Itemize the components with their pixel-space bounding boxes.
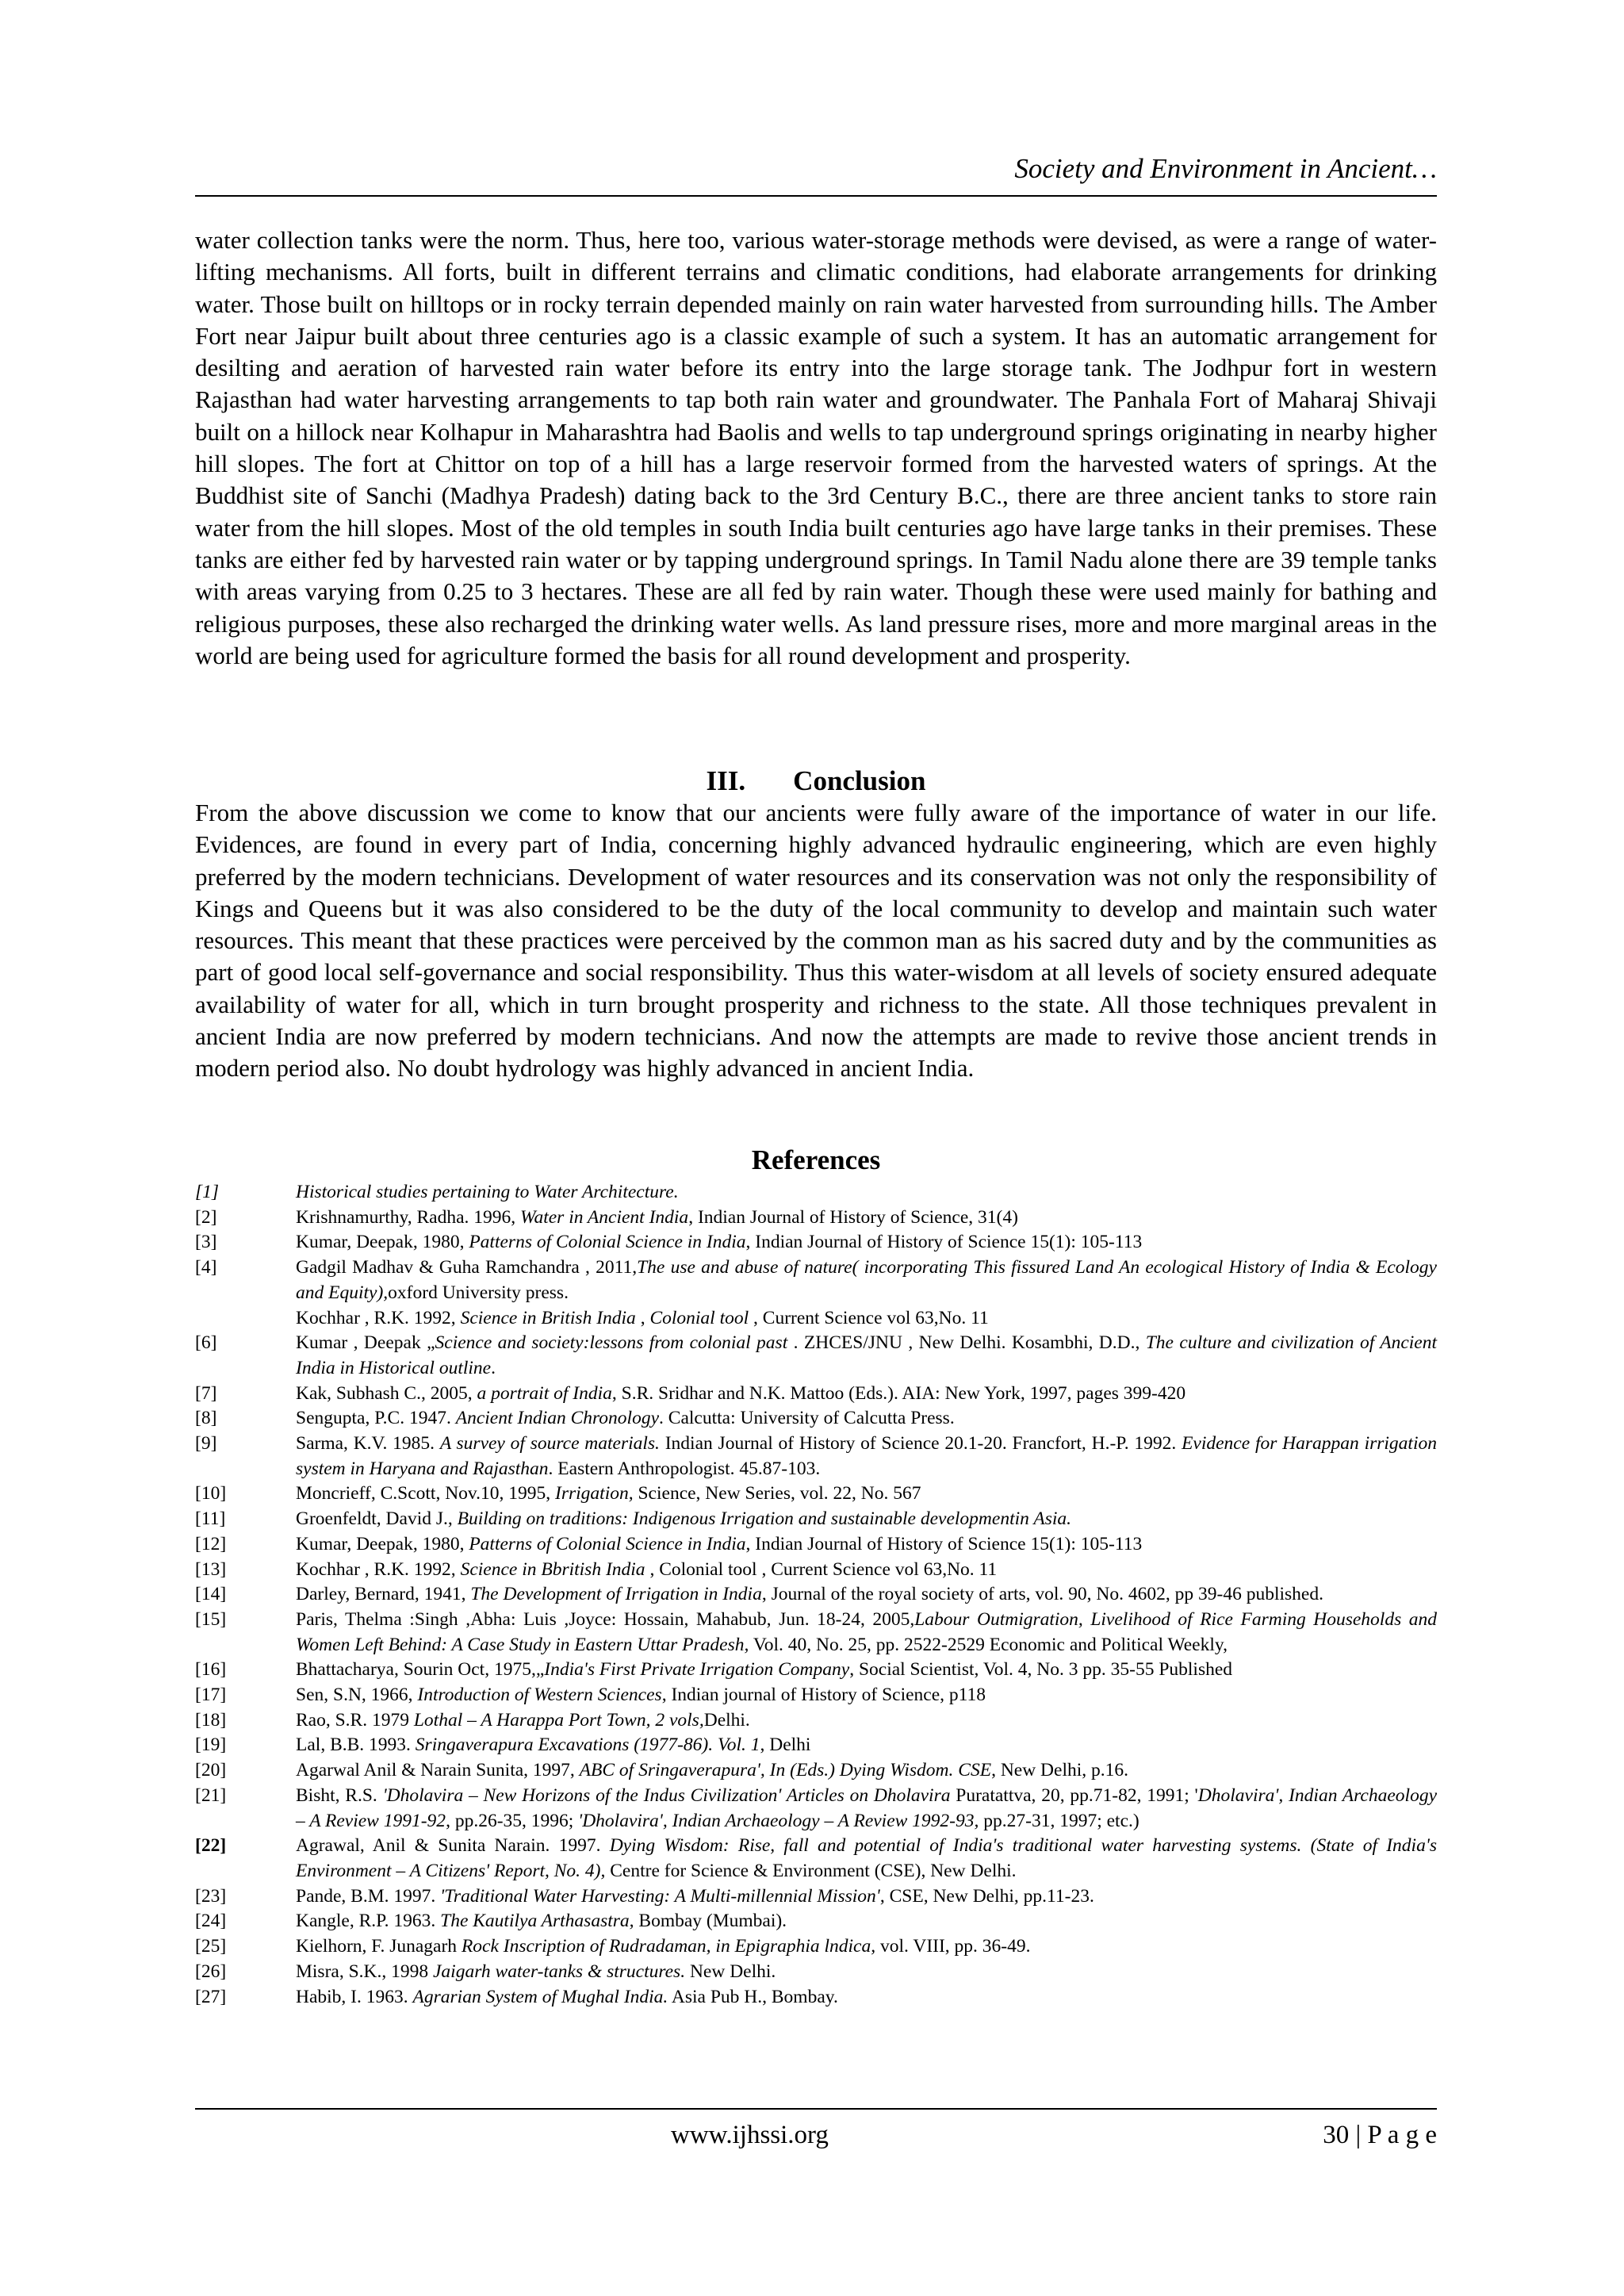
section-number: III. <box>706 765 746 796</box>
reference-item <box>195 1708 1437 1734</box>
reference-segment: Habib, I. 1963. <box>296 1986 413 2007</box>
body-paragraph-1: water collection tanks were the norm. Thus, here too, various water-storage methods were devised, as were a range of water-lifting mechanisms. All forts, built in different terrains and climatic conditions, had elaborate arrangements for drinking water. Those built on hilltops or in rocky terrain depended mainly on rain water harvested from surrounding hills. The Amber Fort near Jaipur built about three centuries ago is a classic example of such a system. It has an automatic arrangement for desilting and aeration of harvested rain water before its entry into the large storage tank. The Jodhpur fort in western Rajasthan had water harvesting arrangements to tap both rain water and groundwater. The Panhala Fort of Maharaj Shivaji built on a hillock near Kolhapur in Maharashtra had Baolis and wells to tap underground springs originating in nearby higher hill slopes. The fort at Chittor on top of a hill has a large reservoir formed from the harvested waters of springs. At the Buddhist site of Sanchi (Madhya Pradesh) dating back to the 3rd Century B.C., there are three ancient tanks to store rain water from the hill slopes. Most of the old temples in south India built centuries ago have large tanks in their premises. These tanks are either fed by harvested rain water or by tapping underground springs. In Tamil Nadu alone there are 39 temple tanks with areas varying from 0.25 to 3 hectares. These are all fed by rain water. Though these were used mainly for bathing and religious purposes, these also recharged the drinking water wells. As land pressure rises, more and more marginal areas in the world are being used for agriculture formed the basis for all round development and prosperity. <box>195 226 1437 669</box>
reference-text <box>296 1205 1437 1231</box>
reference-text <box>296 1331 1437 1381</box>
reference-segment: Kumar, Deepak, 1980, <box>296 1232 469 1253</box>
reference-item <box>195 1834 1437 1884</box>
reference-number: [17] <box>195 1685 227 1706</box>
reference-italic-segment: Labour Outmigration, Livelihood of Rice Farming Households and Women Left Behind: A Case Study in Eastern Uttar Pradesh, <box>296 1608 1438 1655</box>
reference-segment: Sen, S.N, 1966, <box>296 1685 418 1706</box>
reference-text <box>296 1558 1437 1583</box>
body-paragraph-2: From the above discussion we come to know that our ancients were fully aware of the importance of water in our life. Evidences, are found in every part of India, concerning highly advanced hydraulic engineering, which are even highly preferred by the modern technicians. Development of water resources and its conservation was not only the responsibility of Kings and Queens but it was also considered to be the duty of the local community to develop and maintain such water resources. This meant that these practices were perceived by the common man as his sacred duty and by the communities as part of good local self-governance and social responsibility. Thus this water-wisdom at all levels of society ensured adequate availability of water for all, which in turn brought prosperity and richness to the state. All those techniques prevalent in ancient India are now preferred by modern technicians. And now the attempts are made to revive those ancient trends in modern period also. No doubt hydrology was highly advanced in ancient India. <box>195 799 1437 1083</box>
reference-segment: , New Delhi, p.16. <box>991 1760 1129 1781</box>
reference-item <box>195 1406 1437 1432</box>
reference-number: [8] <box>195 1408 217 1429</box>
reference-italic-segment: Introduction of Western Sciences <box>417 1685 662 1706</box>
reference-segment: , Indian journal of History of Science, p118 <box>661 1685 986 1706</box>
reference-italic-segment: Rock Inscription of Rudradaman, in Epigraphia lndica, <box>461 1936 876 1957</box>
reference-segment: , S.R. Sridhar and N.K. Mattoo (Eds.). AIA: New York, 1997, pages 399-420 <box>611 1382 1186 1404</box>
reference-text <box>296 1683 1437 1708</box>
reference-segment: Kumar , Deepak „ <box>296 1332 435 1354</box>
reference-segment: , <box>635 1307 650 1328</box>
reference-segment: Bhattacharya, Sourin Oct, 1975,„ <box>296 1659 545 1681</box>
reference-text <box>296 1658 1437 1683</box>
reference-segment: , Journal of the royal society of arts, vol. 90, No. 4602, pp 39-46 published. <box>761 1584 1323 1605</box>
reference-text <box>296 1481 1437 1507</box>
reference-item <box>195 1331 1437 1381</box>
reference-italic-segment: 'Traditional Water Harvesting: A Multi-millennial Mission' <box>440 1885 880 1907</box>
reference-segment: Pande, B.M. 1997. <box>296 1885 441 1907</box>
reference-segment: , Delhi <box>760 1734 811 1756</box>
reference-italic-segment: The culture and civilization of Ancient India in Historical outline <box>296 1332 1437 1378</box>
reference-italic-segment: Jaigarh water-tanks & structures. <box>433 1961 686 1982</box>
reference-segment: Darley, Bernard, 1941, <box>296 1584 471 1605</box>
reference-item <box>195 1658 1437 1683</box>
reference-segment: Puratattva, 20, pp.71-82, 1991; ' <box>950 1784 1198 1806</box>
reference-italic-segment: Science in British India <box>460 1307 636 1328</box>
reference-segment: Kochhar , R.K. 1992, <box>296 1558 461 1580</box>
reference-segment: , Current Science vol 63,No. 11 <box>749 1307 989 1328</box>
reference-number: [18] <box>195 1709 227 1731</box>
reference-number: [15] <box>195 1608 227 1630</box>
reference-segment: Misra, S.K., 1998 <box>296 1961 433 1982</box>
reference-segment: Asia Pub H., Bombay. <box>668 1986 838 2007</box>
reference-italic-segment: Patterns of Colonial Science in India <box>469 1533 746 1554</box>
reference-italic-segment: Sringaverapura Excavations (1977-86). Vol. 1 <box>415 1734 760 1756</box>
reference-segment: vol. VIII, pp. 36-49. <box>875 1936 1031 1957</box>
reference-italic-segment: Lothal – A Harappa Port Town, 2 vols, <box>413 1709 704 1731</box>
reference-segment: . <box>491 1357 496 1378</box>
reference-segment: Delhi. <box>703 1709 750 1731</box>
reference-item <box>195 1255 1437 1305</box>
reference-number: [20] <box>195 1760 227 1781</box>
reference-number: [9] <box>195 1433 217 1455</box>
reference-item <box>195 1608 1437 1658</box>
reference-italic-segment: Agrarian System of Mughal India. <box>412 1986 668 2007</box>
reference-italic-segment: Science in Bbritish India <box>460 1558 645 1580</box>
reference-number: [7] <box>195 1382 217 1404</box>
reference-number: [13] <box>195 1558 227 1580</box>
reference-text <box>296 1834 1437 1884</box>
reference-text <box>296 1733 1437 1758</box>
running-title: Society and Environment in Ancient… <box>1014 153 1437 184</box>
reference-item <box>195 1205 1437 1231</box>
reference-segment: , Indian Journal of History of Science, 31(4) <box>688 1206 1018 1228</box>
reference-segment: Indian Journal of History of Science 20.1-20. Francfort, H.-P. 1992. <box>659 1433 1182 1455</box>
reference-segment: Sarma, K.V. 1985. <box>296 1433 440 1455</box>
reference-segment: pp.27-31, 1997; etc.) <box>979 1810 1139 1831</box>
reference-number: [3] <box>195 1232 217 1253</box>
section-heading <box>195 765 1437 798</box>
reference-item <box>195 1884 1437 1910</box>
reference-number: [2] <box>195 1206 217 1228</box>
reference-text <box>296 1507 1437 1532</box>
footer-url: www.ijhssi.org <box>671 2121 829 2149</box>
reference-segment: Sengupta, P.C. 1947. <box>296 1408 456 1429</box>
reference-text <box>296 1406 1437 1432</box>
reference-number <box>195 1306 296 1332</box>
reference-italic-segment: The Kautilya Arthasastra, <box>440 1911 634 1932</box>
reference-italic-segment: Irrigation, <box>555 1483 634 1504</box>
reference-item <box>195 1784 1437 1834</box>
reference-segment: Bisht, R.S. <box>296 1784 383 1806</box>
reference-segment: Krishnamurthy, Radha. 1996, <box>296 1206 521 1228</box>
reference-segment: New Delhi. <box>685 1961 776 1982</box>
reference-italic-segment: ABC of Sringaverapura', In (Eds.) Dying Wisdom. CSE <box>579 1760 992 1781</box>
header-rule <box>195 195 1437 197</box>
reference-segment: , Indian Journal of History of Science 15(1): 105-113 <box>745 1533 1143 1554</box>
reference-item <box>195 1582 1437 1608</box>
footer-page-number: 30 | P a g e <box>1323 2121 1437 2149</box>
references-list <box>195 1180 1437 2010</box>
reference-italic-segment: 'Dholavira – New Horizons of the Indus Civilization' Articles on Dholavira <box>382 1784 951 1806</box>
reference-segment: Paris, Thelma :Singh ,Abha: Luis ,Joyce: Hossain, Mahabub, Jun. 18-24, 2005, <box>296 1608 915 1630</box>
reference-segment: . Eastern Anthropologist. 45.87-103. <box>548 1458 821 1479</box>
reference-number: [26] <box>195 1961 227 1982</box>
reference-item <box>195 1558 1437 1583</box>
reference-segment: , pp.26-35, 1996; <box>446 1810 579 1831</box>
reference-segment: Bombay (Mumbai). <box>634 1911 787 1932</box>
reference-item <box>195 1683 1437 1708</box>
reference-item <box>195 1180 1437 1205</box>
reference-italic-segment: 'Dholavira', Indian Archaeology – A Review 1992-93, <box>578 1810 979 1831</box>
reference-text <box>296 1432 1437 1481</box>
reference-number: [10] <box>195 1483 227 1504</box>
reference-italic-segment: Dying Wisdom: Rise, fall and potential of India's traditional water harvesting systems. (State of India's Environment – A Citizens' Report, No. 4), <box>296 1835 1437 1881</box>
reference-segment: Lal, B.B. 1993. <box>296 1734 416 1756</box>
reference-item <box>195 1432 1437 1481</box>
reference-number: [23] <box>195 1885 227 1907</box>
reference-text <box>296 1909 1437 1934</box>
reference-text <box>296 1608 1437 1658</box>
reference-italic-segment: India's First Private Irrigation Company <box>544 1659 850 1681</box>
reference-item <box>195 1960 1437 1985</box>
reference-segment: , CSE, New Delhi, pp.11-23. <box>879 1885 1094 1907</box>
reference-item <box>195 1758 1437 1784</box>
reference-segment: Groenfeldt, David J., <box>296 1508 458 1530</box>
reference-item <box>195 1733 1437 1758</box>
reference-item <box>195 1230 1437 1255</box>
reference-segment: Science, New Series, vol. 22, No. 567 <box>633 1483 921 1504</box>
reference-segment: Kumar, Deepak, 1980, <box>296 1533 469 1554</box>
reference-number: [19] <box>195 1734 227 1756</box>
reference-italic-segment: Building on traditions: Indigenous Irrigation and sustainable developmentin Asia. <box>457 1508 1072 1530</box>
reference-segment: Agarwal Anil & Narain Sunita, 1997, <box>296 1760 580 1781</box>
reference-segment: Moncrieff, C.Scott, Nov.10, 1995, <box>296 1483 556 1504</box>
reference-italic-segment: The Development of Irrigation in India <box>470 1584 762 1605</box>
reference-text <box>296 1306 1437 1332</box>
reference-number: [22] <box>195 1835 227 1857</box>
reference-item <box>195 1532 1437 1558</box>
reference-text <box>296 1934 1437 1960</box>
reference-number: [11] <box>195 1508 226 1530</box>
reference-segment: Kangle, R.P. 1963. <box>296 1911 441 1932</box>
reference-item <box>195 1306 1437 1332</box>
reference-item <box>195 1985 1437 2010</box>
reference-italic-segment: Science and society:lessons from colonial past <box>435 1332 788 1354</box>
references-heading: References <box>751 1144 881 1175</box>
reference-number: [24] <box>195 1911 227 1932</box>
reference-segment: Kielhorn, F. Junagarh <box>296 1936 462 1957</box>
reference-segment: Kochhar , R.K. 1992, <box>296 1307 461 1328</box>
reference-number: [14] <box>195 1584 227 1605</box>
reference-italic-segment: Evidence for Harappan irrigation system in Haryana and Rajasthan <box>296 1433 1437 1479</box>
reference-italic-segment: Water in Ancient India <box>520 1206 689 1228</box>
reference-italic-segment: Historical studies pertaining to Water Architecture. <box>296 1182 679 1202</box>
reference-item <box>195 1934 1437 1960</box>
reference-number: [27] <box>195 1986 227 2007</box>
reference-number: [25] <box>195 1936 227 1957</box>
reference-text <box>296 1255 1437 1305</box>
footer-rule <box>195 2108 1437 2110</box>
section-title: Conclusion <box>793 765 926 796</box>
reference-text <box>296 1532 1437 1558</box>
reference-item <box>195 1507 1437 1532</box>
reference-text <box>296 1180 1437 1205</box>
reference-number: [21] <box>195 1784 227 1806</box>
reference-text <box>296 1784 1437 1834</box>
reference-segment: Gadgil Madhav & Guha Ramchandra , 2011, <box>296 1257 638 1278</box>
reference-segment: Centre for Science & Environment (CSE), New Delhi. <box>605 1860 1017 1881</box>
reference-segment: Vol. 40, No. 25, pp. 2522-2529 Economic and Political Weekly, <box>749 1634 1228 1655</box>
reference-text <box>296 1985 1437 2010</box>
reference-text <box>296 1884 1437 1910</box>
reference-number: [12] <box>195 1533 227 1554</box>
reference-text <box>296 1230 1437 1255</box>
reference-segment: , Colonial tool , Current Science vol 63,No. 11 <box>645 1558 998 1580</box>
reference-italic-segment: a portrait of India <box>477 1382 612 1404</box>
reference-italic-segment: Dholavira', Indian Archaeology – A Review 1991-92 <box>296 1784 1438 1831</box>
reference-number: [4] <box>195 1257 217 1278</box>
reference-text <box>296 1382 1437 1407</box>
reference-segment: , Indian Journal of History of Science 15(1): 105-113 <box>745 1232 1143 1253</box>
reference-text <box>296 1582 1437 1608</box>
reference-segment: Rao, S.R. 1979 <box>296 1709 414 1731</box>
reference-item <box>195 1481 1437 1507</box>
reference-item <box>195 1382 1437 1407</box>
reference-italic-segment: Colonial tool <box>649 1307 749 1328</box>
reference-segment: Kak, Subhash C., 2005, <box>296 1382 477 1404</box>
reference-italic-segment: Ancient Indian Chronology <box>455 1408 660 1429</box>
reference-text <box>296 1708 1437 1734</box>
reference-number: [6] <box>195 1332 217 1354</box>
reference-segment: . ZHCES/JNU , New Delhi. Kosambhi, D.D., <box>787 1332 1146 1354</box>
reference-number: [1] <box>195 1182 220 1202</box>
reference-segment: . Calcutta: University of Calcutta Press. <box>659 1408 955 1429</box>
reference-segment: Agrawal, Anil & Sunita Narain. 1997. <box>296 1835 610 1857</box>
reference-number: [16] <box>195 1659 227 1681</box>
reference-text <box>296 1960 1437 1985</box>
reference-italic-segment: The use and abuse of nature( incorporating This fissured Land An ecological History of India & Ecology and Equity), <box>296 1257 1437 1303</box>
reference-segment: , Social Scientist, Vol. 4, No. 3 pp. 35-55 Published <box>849 1659 1233 1681</box>
reference-italic-segment: A survey of source materials. <box>439 1433 660 1455</box>
reference-text <box>296 1758 1437 1784</box>
reference-segment: oxford University press. <box>388 1282 569 1303</box>
reference-italic-segment: Patterns of Colonial Science in India <box>469 1232 746 1253</box>
reference-item <box>195 1909 1437 1934</box>
